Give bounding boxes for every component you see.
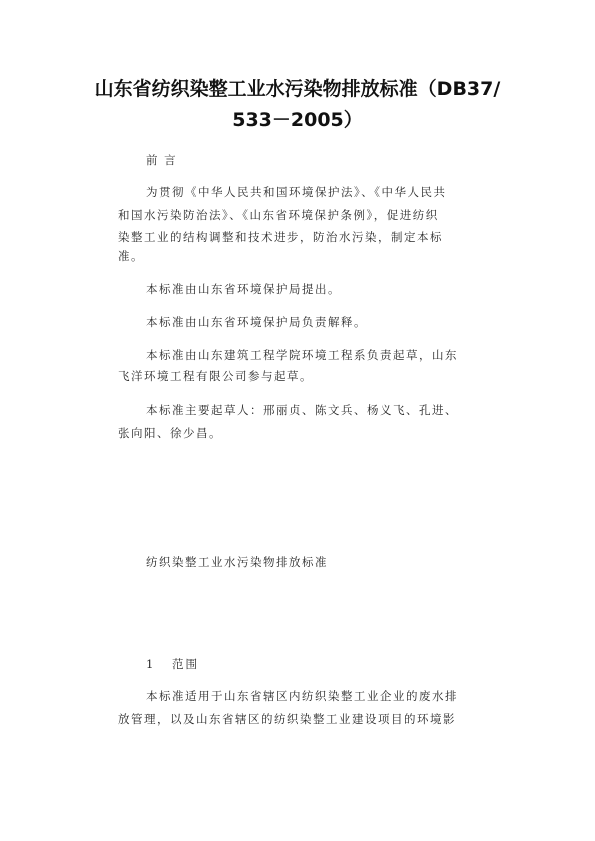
preface-paragraph-5-line-2: 张向阳、徐少昌。 — [118, 426, 222, 440]
standard-subtitle: 纺织染整工业水污染物排放标准 — [146, 555, 328, 569]
section-1-number: 1 — [146, 657, 160, 671]
preface-paragraph-4-line-1: 本标准由山东建筑工程学院环境工程系负责起草，山东 — [146, 348, 458, 362]
preface-heading: 前 言 — [146, 153, 178, 167]
section-1-paragraph-line-2: 放管理，以及山东省辖区的纺织染整工业建设项目的环境影 — [118, 712, 456, 726]
preface-paragraph-2: 本标准由山东省环境保护局提出。 — [146, 282, 341, 296]
document-title-line1: 山东省纺织染整工业水污染物排放标准（DB37/ — [94, 78, 501, 100]
document-title-line2: 533－2005） — [232, 109, 363, 131]
preface-paragraph-3: 本标准由山东省环境保护局负责解释。 — [146, 315, 367, 329]
section-1-title: 范围 — [172, 657, 199, 671]
preface-paragraph-5-line-1: 本标准主要起草人：邢丽贞、陈文兵、杨义飞、孔进、 — [146, 403, 458, 417]
preface-paragraph-4-line-2: 飞洋环境工程有限公司参与起草。 — [118, 369, 313, 383]
preface-paragraph-1-line-2: 和国水污染防治法》、《山东省环境保护条例》，促进纺织 — [118, 208, 439, 222]
section-1-paragraph-line-1: 本标准适用于山东省辖区内纺织染整工业企业的废水排 — [146, 689, 458, 703]
preface-paragraph-1-line-4: 准。 — [118, 249, 144, 263]
preface-paragraph-1-line-1: 为贯彻《中华人民共和国环境保护法》、《中华人民共 — [146, 185, 447, 199]
preface-paragraph-1-line-3: 染整工业的结构调整和技术进步，防治水污染，制定本标 — [118, 230, 443, 244]
